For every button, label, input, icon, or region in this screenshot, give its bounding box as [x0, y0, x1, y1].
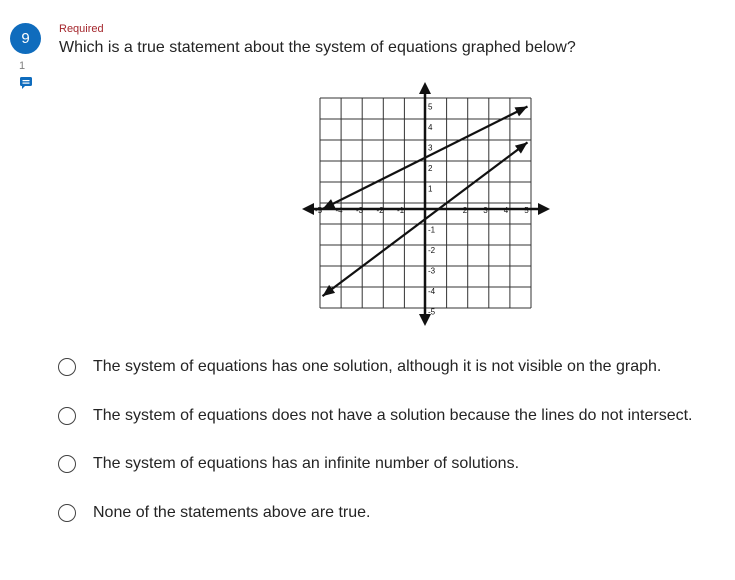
- answer-option[interactable]: [58, 355, 661, 379]
- y-tick-label: -1: [428, 225, 436, 235]
- answer-option-label[interactable]: The system of equations has an infinite number of solutions.: [93, 455, 520, 472]
- x-tick-label: -4: [335, 206, 343, 215]
- radio-button[interactable]: [58, 455, 76, 473]
- x-tick-label: 4: [503, 206, 509, 215]
- answer-option-label[interactable]: The system of equations does not have a solution because the lines do not intersect.: [93, 407, 693, 424]
- x-axis-arrow-left: [302, 203, 314, 215]
- x-tick-label: 2: [462, 206, 468, 215]
- comment-icon[interactable]: [19, 76, 33, 90]
- y-tick-label: 1: [428, 184, 433, 194]
- answer-option[interactable]: [58, 452, 519, 476]
- question-number-badge: 9: [10, 23, 41, 54]
- equation-graph: [300, 80, 560, 330]
- x-tick-label: -3: [355, 206, 364, 215]
- y-tick-label: 2: [428, 164, 433, 173]
- comment-count: 1: [19, 60, 26, 72]
- y-tick-label: -3: [428, 266, 436, 276]
- answer-option[interactable]: [58, 404, 692, 428]
- radio-button[interactable]: [58, 407, 76, 425]
- y-tick-label: 4: [428, 123, 433, 132]
- required-label: Required: [59, 23, 104, 35]
- answer-option-label[interactable]: The system of equations has one solution, although it is not visible on the graph.: [93, 358, 662, 375]
- y-tick-label: -5: [428, 307, 436, 317]
- question-text: Which is a true statement about the system of equations graphed below?: [59, 39, 576, 56]
- x-axis-arrow-right: [538, 203, 550, 215]
- answer-option-label[interactable]: None of the statements above are true.: [93, 504, 371, 521]
- y-tick-label: 5: [428, 102, 433, 112]
- y-axis-arrow-up: [419, 82, 431, 94]
- radio-button[interactable]: [58, 358, 76, 376]
- x-tick-label: -5: [314, 206, 323, 215]
- graph-line-2-arrow-end: [515, 142, 528, 153]
- x-tick-label: -1: [396, 206, 405, 215]
- answer-option[interactable]: [58, 501, 371, 525]
- y-tick-label: -4: [428, 287, 436, 296]
- x-tick-label: 3: [483, 206, 488, 215]
- x-tick-label: -2: [376, 206, 384, 215]
- x-tick-label: 5: [524, 206, 529, 215]
- y-tick-label: 3: [428, 143, 433, 153]
- y-tick-label: -2: [428, 246, 436, 255]
- radio-button[interactable]: [58, 504, 76, 522]
